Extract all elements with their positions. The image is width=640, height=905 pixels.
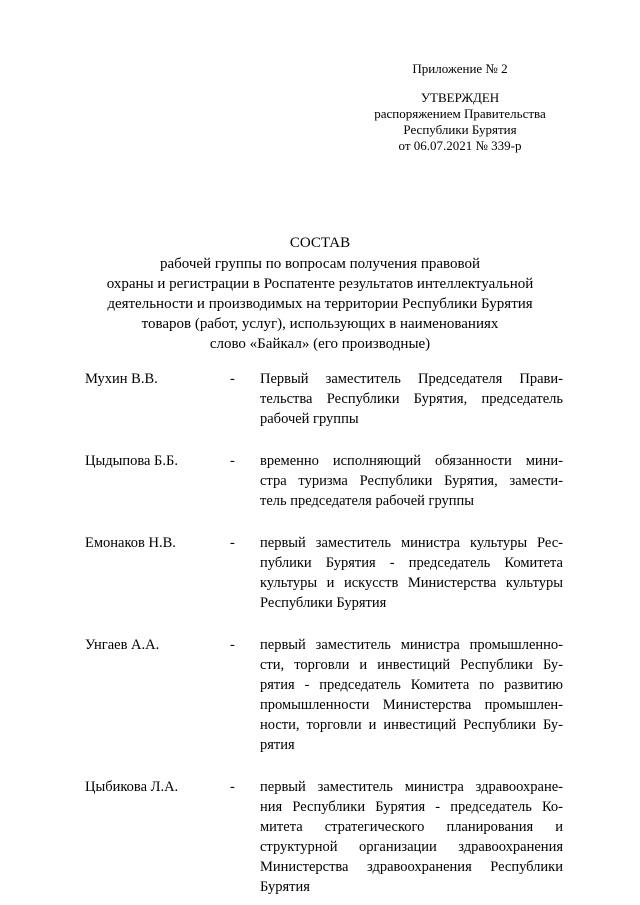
member-name: Унгаев А.А. [85, 637, 160, 653]
member-row [85, 533, 563, 613]
member-role-line: временно исполняющий обязанности мини- [260, 453, 563, 469]
member-role-line: Первый заместитель Председателя Прави- [260, 371, 563, 387]
member-role-line: Республики Бурятия [260, 595, 387, 611]
member-row [85, 777, 563, 897]
member-role-line: ности, торговли и инвестиций Республики Бу- [260, 717, 563, 733]
member-dash: - [230, 371, 235, 387]
members-list [85, 369, 563, 897]
member-role-line: тельства Республики Бурятия, председатель [260, 391, 563, 407]
member-role-line: первый заместитель министра культуры Рес- [260, 535, 563, 551]
member-role-line: промышленности Министерства промышлен- [260, 697, 563, 713]
member-dash: - [230, 453, 235, 469]
member-role-line: первый заместитель министра здравоохране- [260, 779, 563, 795]
member-role-line: ния Республики Бурятия - председатель Ко- [260, 799, 563, 815]
title-line: слово «Байкал» (его производные) [209, 336, 431, 352]
member-role-line: публики Бурятия - председатель Комитета [260, 555, 563, 571]
approval-block [360, 90, 560, 154]
title-line: деятельности и производимых на территории Республики Бурятия [107, 296, 533, 312]
member-role [260, 451, 563, 511]
member-role-line: тель председателя рабочей группы [260, 493, 475, 509]
member-role [260, 369, 563, 429]
member-dash: - [230, 779, 235, 795]
member-dash: - [230, 535, 235, 551]
document-title [85, 233, 555, 354]
member-role [260, 777, 563, 897]
member-dash: - [230, 637, 235, 653]
member-role-line: Министерства здравоохранения Республики [260, 859, 563, 875]
member-role-line: сти, торговли и инвестиций Республики Бу- [260, 657, 563, 673]
member-row [85, 635, 563, 755]
member-role-line: митета стратегического планирования и [260, 819, 563, 835]
title-line: рабочей группы по вопросам получения правовой [159, 256, 480, 272]
title-heading: СОСТАВ [289, 235, 351, 251]
appendix-label: Приложение № 2 [412, 61, 508, 76]
title-line: товаров (работ, услуг), использующих в наименованиях [141, 316, 499, 332]
member-name: Мухин В.В. [85, 371, 158, 387]
approved-line: Республики Бурятия [403, 122, 517, 137]
member-name: Емонаков Н.В. [85, 535, 176, 551]
member-role [260, 635, 563, 755]
member-role-line: рятия [260, 737, 295, 753]
member-role-line: культуры и искусств Министерства культуры [260, 575, 563, 591]
approved-line: распоряжением Правительства [374, 106, 546, 121]
approved-title: УТВЕРЖДЕН [420, 90, 500, 105]
member-role-line: Бурятия [260, 879, 310, 895]
member-role-line: стра туризма Республики Бурятия, замести- [260, 473, 563, 489]
member-role [260, 533, 563, 613]
member-role-line: первый заместитель министра промышленно- [260, 637, 563, 653]
member-row [85, 451, 563, 511]
member-role-line: рятия - председатель Комитета по развитию [260, 677, 563, 693]
member-role-line: рабочей группы [260, 411, 359, 427]
member-role-line: структурной организации здравоохранения [260, 839, 563, 855]
member-name: Цыдыпова Б.Б. [85, 453, 178, 469]
member-row [85, 369, 563, 429]
title-line: охраны и регистрации в Роспатенте результатов интеллектуальной [106, 276, 534, 292]
member-name: Цыбикова Л.А. [85, 779, 179, 795]
approved-line: от 06.07.2021 № 339-р [398, 138, 522, 153]
